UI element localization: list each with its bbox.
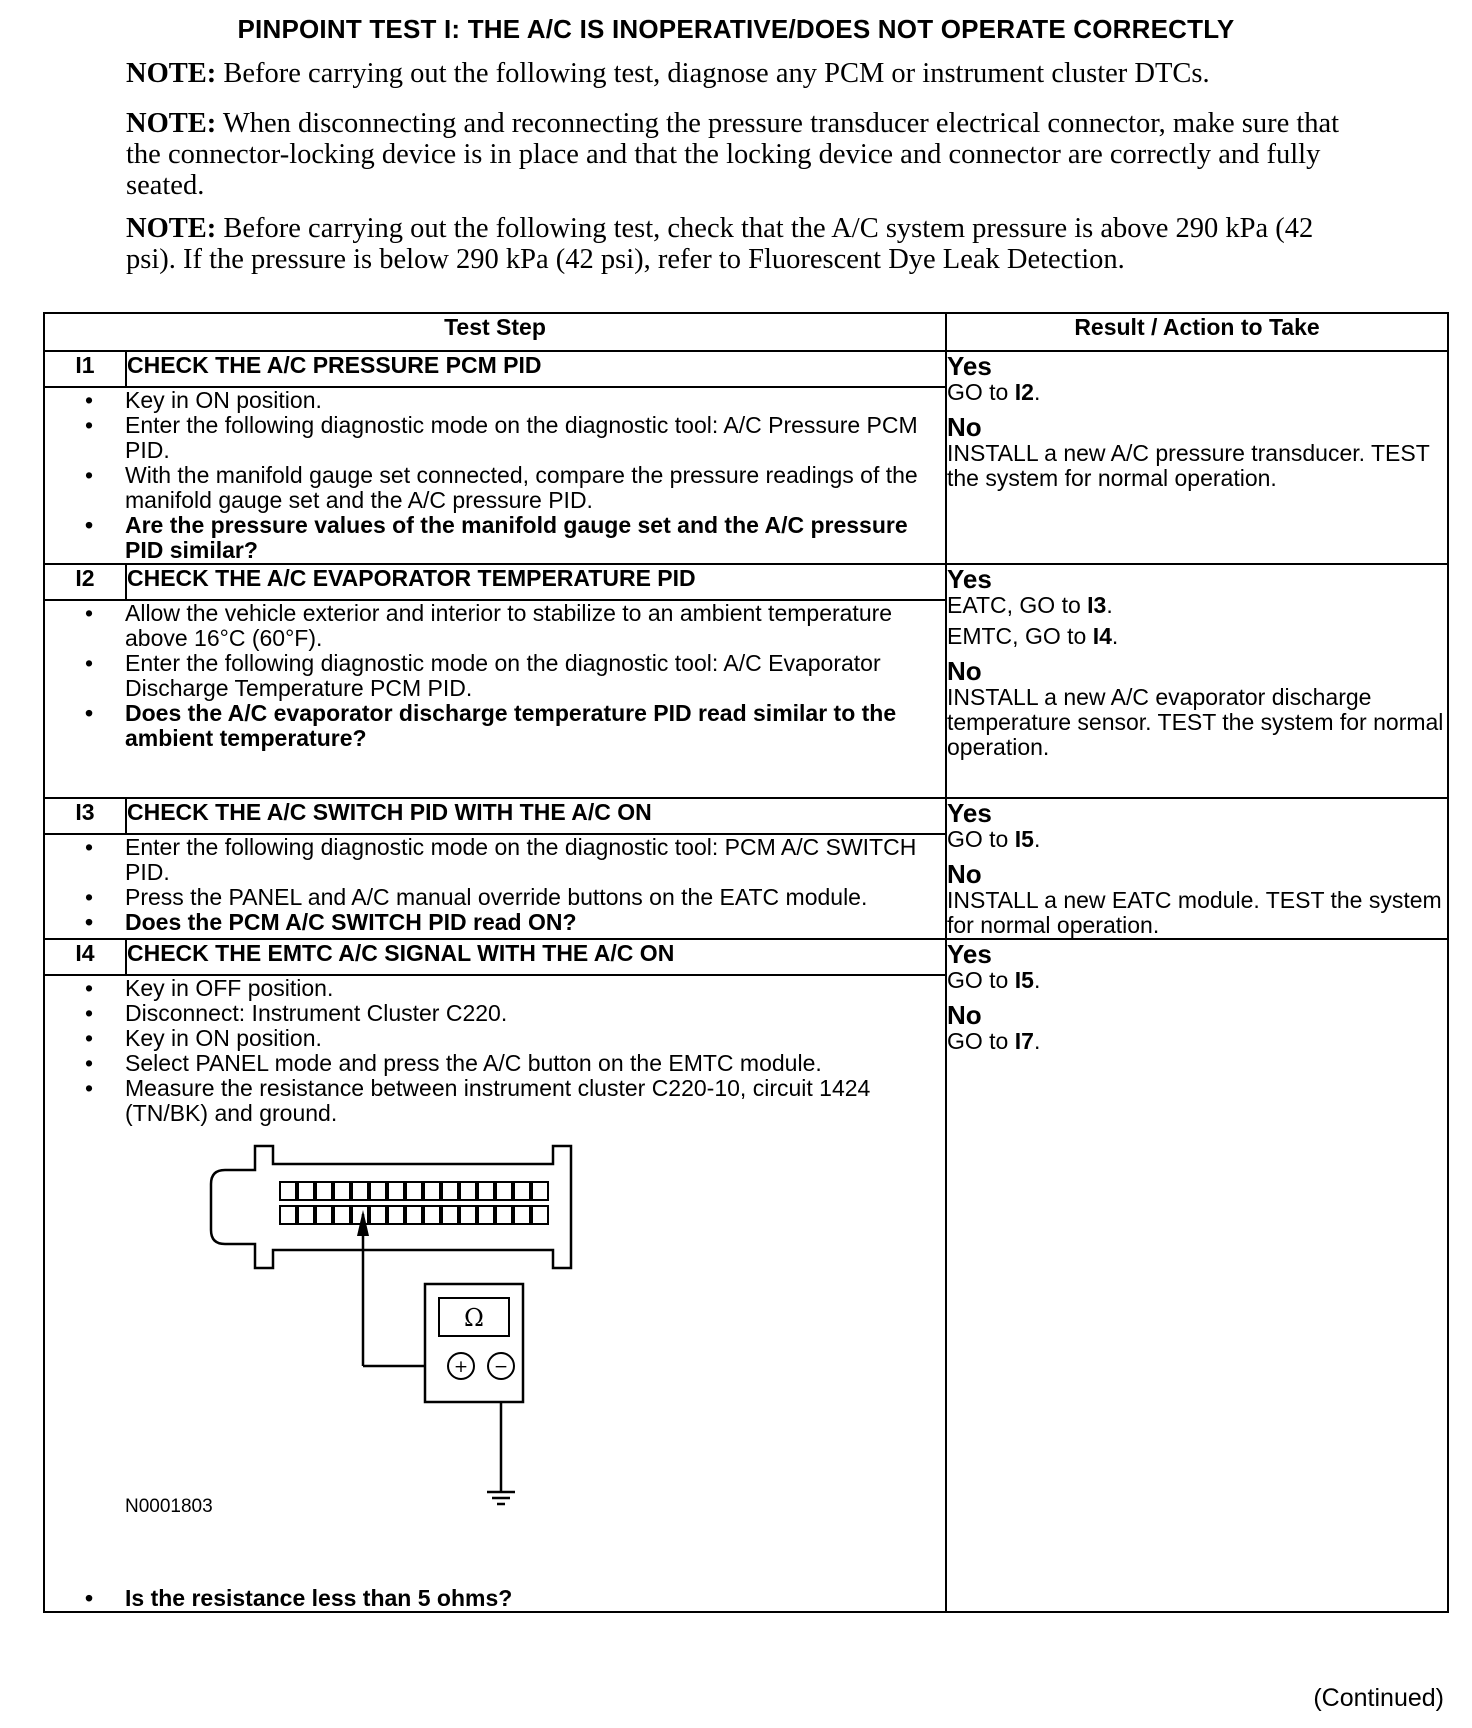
step-i2-header-row: [44, 564, 1448, 600]
list-item: • Measure the resistance between instrument cluster C220-10, circuit 1424 (TN/BK) and ground.: [125, 1076, 945, 1126]
step-i4-header-row: [44, 939, 1448, 975]
note-label: NOTE:: [126, 108, 217, 139]
step-id: I3: [44, 798, 126, 834]
pin-cavity: [370, 1206, 386, 1224]
pin-cavity: [496, 1206, 512, 1224]
pin-cavity: [514, 1206, 530, 1224]
step-i2-result: [946, 564, 1448, 798]
yes-action-eatc: EATC, GO to I3.: [947, 592, 1113, 618]
step-i4-result: [946, 939, 1448, 1612]
connector-pins: [280, 1182, 548, 1224]
continued-label: (Continued): [1313, 1684, 1444, 1712]
list-item: • Enter the following diagnostic mode on the diagnostic tool: A/C Pressure PCM PID.: [125, 413, 945, 463]
note-label: NOTE:: [126, 213, 217, 244]
note-text: Before carrying out the following test, check that the A/C system pressure is above 290 kPa (42 psi). If the pressure is below 290 kPa (42 psi), refer to Fluorescent Dye Leak Detection.: [126, 213, 1314, 275]
minus-sign: −: [493, 1357, 509, 1377]
step-id: I1: [44, 351, 126, 387]
plus-sign: +: [453, 1357, 469, 1377]
pin-cavity: [442, 1206, 458, 1224]
step-question: • Does the A/C evaporator discharge temperature PID read similar to the ambient temperature?: [125, 701, 945, 751]
step-i3-body: [44, 834, 946, 939]
no-action: INSTALL a new EATC module. TEST the system for normal operation.: [947, 887, 1442, 938]
pin-cavity: [388, 1206, 404, 1224]
pin-cavity: [532, 1206, 548, 1224]
step-bullets: [45, 601, 945, 751]
pin-cavity: [460, 1206, 476, 1224]
page-title: PINPOINT TEST I: THE A/C IS INOPERATIVE/DOES NOT OPERATE CORRECTLY: [237, 14, 1235, 44]
yes-action: GO to I2.: [947, 379, 1041, 405]
step-id: I2: [44, 564, 126, 600]
note-text: Before carrying out the following test, diagnose any PCM or instrument cluster DTCs.: [216, 58, 1210, 89]
step-i2-body: [44, 600, 946, 798]
pin-cavity: [514, 1182, 530, 1200]
no-action: GO to I7.: [947, 1028, 1041, 1054]
yes-label: Yes: [947, 564, 992, 594]
yes-label: Yes: [947, 351, 992, 381]
step-heading: CHECK THE A/C SWITCH PID WITH THE A/C ON: [126, 798, 946, 834]
list-item: • Key in OFF position.: [125, 976, 945, 1001]
step-question: • Is the resistance less than 5 ohms?: [125, 1586, 945, 1611]
yes-action: GO to I5.: [947, 826, 1041, 852]
no-label: No: [947, 656, 982, 686]
pin-cavity: [316, 1206, 332, 1224]
pin-cavity: [478, 1206, 494, 1224]
step-heading: CHECK THE EMTC A/C SIGNAL WITH THE A/C ON: [126, 939, 946, 975]
note-3: [126, 213, 1366, 275]
note-2: [126, 108, 1366, 201]
figure-id: N0001803: [125, 1496, 213, 1517]
pin-cavity: [406, 1182, 422, 1200]
no-label: No: [947, 1000, 982, 1030]
no-action: INSTALL a new A/C evaporator discharge temperature sensor. TEST the system for normal operation.: [947, 684, 1444, 760]
pin-cavity: [406, 1206, 422, 1224]
step-i3-header-row: [44, 798, 1448, 834]
col-test-step: Test Step: [44, 313, 946, 351]
step-id: I4: [44, 939, 126, 975]
step-heading: CHECK THE A/C EVAPORATOR TEMPERATURE PID: [126, 564, 946, 600]
pin-cavity: [388, 1182, 404, 1200]
connector-diagram: [125, 1126, 945, 1586]
yes-label: Yes: [947, 939, 992, 969]
step-bullets: [45, 388, 945, 563]
note-text: When disconnecting and reconnecting the pressure transducer electrical connector, make sure that the connector-locking device is in place and that the locking device and connector are correctly and fully seated.: [126, 108, 1340, 201]
pin-cavity: [496, 1182, 512, 1200]
step-i4-body: [44, 975, 946, 1612]
no-label: No: [947, 412, 982, 442]
pinpoint-test-table: [43, 312, 1449, 1613]
step-bullets: [45, 976, 945, 1126]
pin-cavity: [334, 1182, 350, 1200]
step-heading: CHECK THE A/C PRESSURE PCM PID: [126, 351, 946, 387]
list-item: • Select PANEL mode and press the A/C button on the EMTC module.: [125, 1051, 945, 1076]
step-question: • Does the PCM A/C SWITCH PID read ON?: [125, 910, 945, 935]
yes-action-emtc: EMTC, GO to I4.: [947, 623, 1119, 649]
pin-cavity: [298, 1206, 314, 1224]
step-i1-body: [44, 387, 946, 564]
pin-cavity: [298, 1182, 314, 1200]
pin-cavity: [478, 1182, 494, 1200]
note-label: NOTE:: [126, 58, 217, 89]
pin-cavity: [532, 1182, 548, 1200]
col-result-action: Result / Action to Take: [946, 313, 1448, 351]
pin-cavity: [424, 1206, 440, 1224]
pin-cavity: [460, 1182, 476, 1200]
step-question: • Are the pressure values of the manifold gauge set and the A/C pressure PID similar?: [125, 513, 945, 563]
list-item: • Key in ON position.: [125, 1026, 945, 1051]
ohm-symbol-icon: Ω: [464, 1304, 484, 1332]
step-i3-result: [946, 798, 1448, 939]
list-item: • Allow the vehicle exterior and interior to stabilize to an ambient temperature above 16°C (60°F).: [125, 601, 945, 651]
step-i1-result: [946, 351, 1448, 564]
pin-cavity: [280, 1206, 296, 1224]
list-item: • Enter the following diagnostic mode on the diagnostic tool: A/C Evaporator Discharge Temperature PCM PID.: [125, 651, 945, 701]
pin-cavity: [370, 1182, 386, 1200]
yes-action: GO to I5.: [947, 967, 1041, 993]
no-label: No: [947, 859, 982, 889]
pin-cavity: [442, 1182, 458, 1200]
list-item: • Enter the following diagnostic mode on the diagnostic tool: PCM A/C SWITCH PID.: [125, 835, 945, 885]
yes-label: Yes: [947, 798, 992, 828]
list-item: • Disconnect: Instrument Cluster C220.: [125, 1001, 945, 1026]
list-item: • Key in ON position.: [125, 388, 945, 413]
list-item: • Press the PANEL and A/C manual override buttons on the EATC module.: [125, 885, 945, 910]
no-action: INSTALL a new A/C pressure transducer. TEST the system for normal operation.: [947, 440, 1430, 491]
list-item: • With the manifold gauge set connected, compare the pressure readings of the manifold gauge set and the A/C pressure PID.: [125, 463, 945, 513]
table-header-row: [44, 313, 1448, 351]
connector-figure: [125, 1126, 645, 1506]
pin-cavity: [316, 1182, 332, 1200]
note-1: [126, 58, 1366, 89]
pin-cavity: [334, 1206, 350, 1224]
pin-cavity: [352, 1182, 368, 1200]
pin-cavity: [424, 1182, 440, 1200]
pin-cavity: [280, 1182, 296, 1200]
step-bullets: [45, 1586, 945, 1611]
step-i1-header-row: [44, 351, 1448, 387]
step-bullets: [45, 835, 945, 935]
